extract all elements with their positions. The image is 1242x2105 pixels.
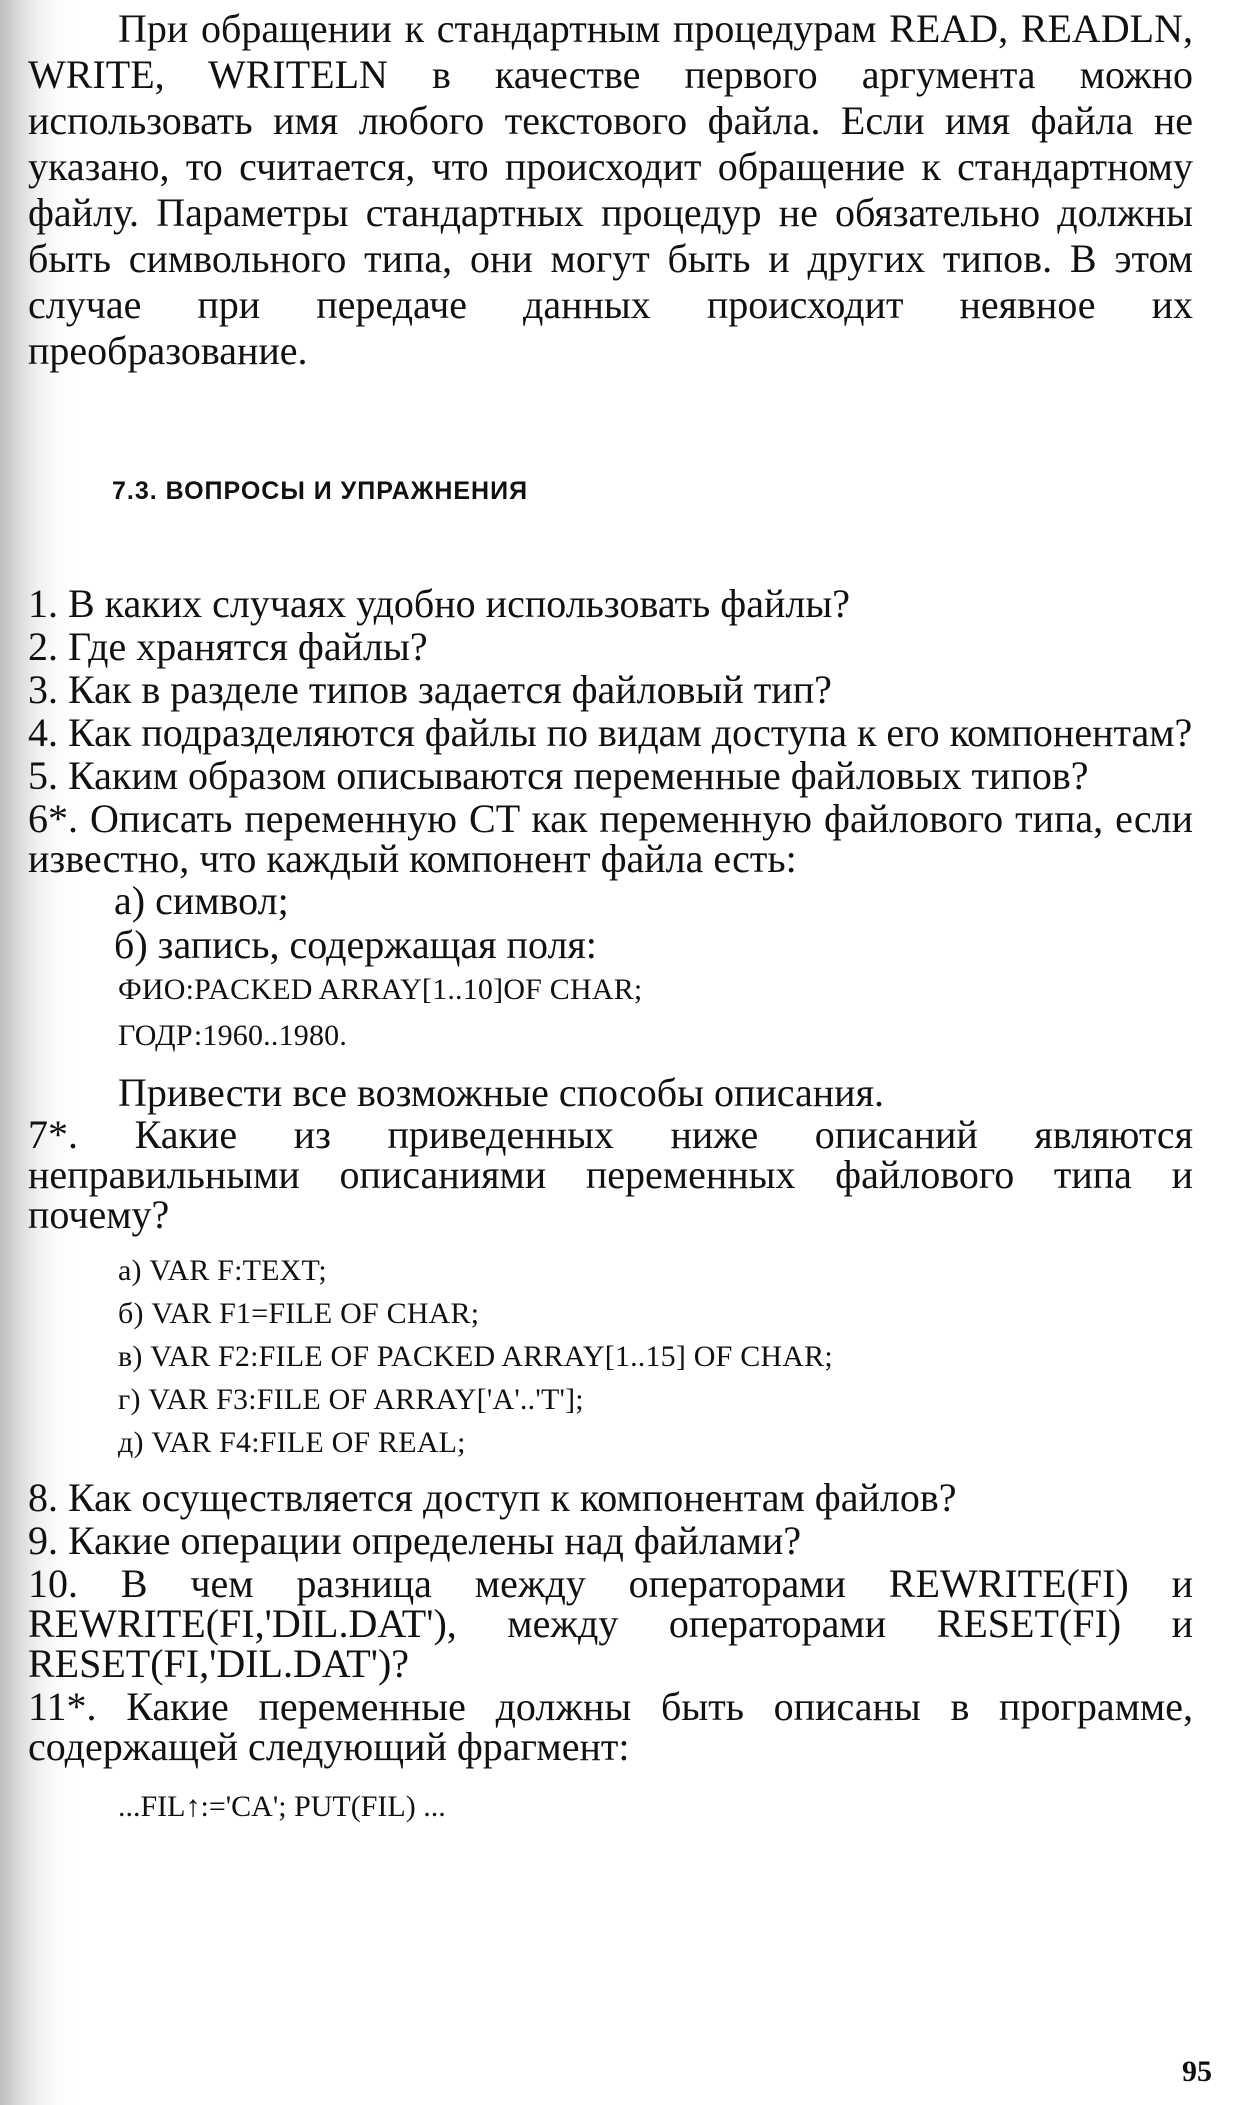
- question-7-option-d: г) VAR F3:FILE OF ARRAY['A'..'T'];: [118, 1383, 584, 1416]
- question-6-option-b: б) запись, содержащая поля:: [114, 922, 597, 967]
- question-11: 11*. Какие переменные должны быть описаны в программе, содержащей следующий фрагмент:: [28, 1684, 1193, 1769]
- page-content: [28, 0, 1193, 1827]
- question-6: 6*. Описать переменную CT как переменную файлового типа, если известно, что каждый компонент файла есть:: [28, 796, 1193, 881]
- question-10: 10. В чем разница между операторами REWRITE(FI) и REWRITE(FI,'DIL.DAT'), между операторами RESET(FI) и RESET(FI,'DIL.DAT')?: [28, 1561, 1193, 1686]
- question-6-option-a: а) символ;: [114, 878, 289, 923]
- question-7-options: [118, 1249, 1193, 1464]
- question-2: 2. Где хранятся файлы?: [28, 624, 428, 669]
- question-5: 5. Каким образом описываются переменные файловых типов?: [28, 753, 1089, 798]
- question-7-option-c: в) VAR F2:FILE OF PACKED ARRAY[1..15] OF CHAR;: [118, 1340, 833, 1373]
- question-4: 4. Как подразделяются файлы по видам доступа к его компонентам?: [28, 710, 1193, 755]
- question-9: 9. Какие операции определены над файлами?: [28, 1518, 802, 1563]
- question-6-code-line-1: ФИО:PACKED ARRAY[1..10]OF CHAR;: [118, 973, 643, 1006]
- question-3: 3. Как в разделе типов задается файловый тип?: [28, 667, 832, 712]
- section-heading: 7.3. ВОПРОСЫ И УПРАЖНЕНИЯ: [112, 477, 529, 505]
- question-8: 8. Как осуществляется доступ к компонентам файлов?: [28, 1475, 957, 1520]
- question-6-code-line-2: ГОДР:1960..1980.: [118, 1019, 348, 1052]
- intro-section: [28, 6, 1193, 374]
- question-6-note: Привести все возможные способы описания.: [118, 1070, 884, 1115]
- question-7-option-a: а) VAR F:TEXT;: [118, 1254, 327, 1287]
- question-11-fragment: ...FIL↑:='CA'; PUT(FIL) ...: [118, 1790, 446, 1823]
- page-number: 95: [1182, 2055, 1212, 2088]
- intro-paragraph: При обращении к стандартным процедурам READ, READLN, WRITE, WRITELN в качестве первого аргумента можно использовать имя любого текстового файла. Если имя файла не указано, то считается, что происходит обращение к стандартному файлу. Параметры стандартных процедур не обязательно должны быть символьного типа, они могут быть и других типов. В этом случае при передаче данных происходит неявное их преобразование.: [28, 6, 1193, 373]
- questions-list: [28, 581, 1193, 1827]
- question-7-option-e: д) VAR F4:FILE OF REAL;: [118, 1426, 466, 1459]
- question-7-option-b: б) VAR F1=FILE OF CHAR;: [118, 1297, 480, 1330]
- question-7: 7*. Какие из приведенных ниже описаний являются неправильными описаниями переменных файлового типа и почему?: [28, 1112, 1193, 1237]
- question-1: 1. В каких случаях удобно использовать файлы?: [28, 581, 850, 626]
